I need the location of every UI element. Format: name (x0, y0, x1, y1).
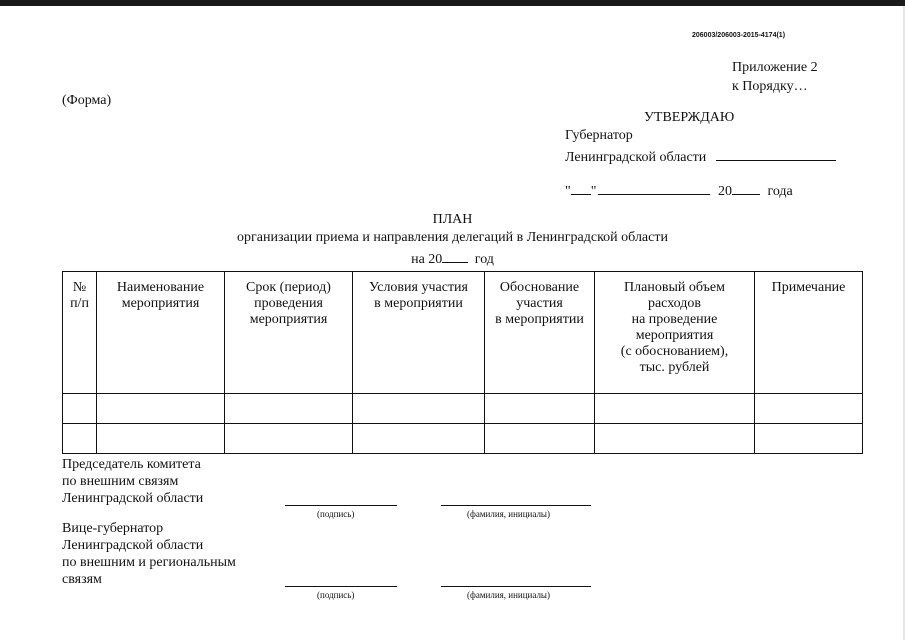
name-line-chairman (441, 505, 591, 506)
signature-title-line: Председатель комитета (62, 457, 201, 472)
header-text: в мероприятии (495, 312, 584, 327)
scan-top-border (0, 0, 905, 6)
signature-title-line: Ленинградской области (62, 538, 204, 553)
name-line-vice-governor (441, 586, 591, 587)
header-text: расходов (647, 296, 702, 311)
date-year-blank (732, 180, 760, 195)
header-number (63, 272, 97, 394)
header-justification (485, 272, 595, 394)
header-text: Срок (период) (246, 280, 331, 295)
table-cell (225, 424, 353, 454)
approve-word: УТВЕРЖДАЮ (644, 110, 735, 125)
header-text: № (72, 280, 87, 295)
date-quote-close: " (590, 184, 597, 199)
approve-position: Губернатор (565, 128, 633, 143)
header-text: мероприятия (121, 296, 200, 311)
plan-year (0, 248, 905, 268)
caption-name: (фамилия, инициалы) (467, 590, 550, 600)
date-month-blank (598, 180, 710, 195)
plan-table (62, 271, 863, 454)
table-cell (755, 394, 863, 424)
header-text: Условия участия (369, 280, 468, 295)
header-period (225, 272, 353, 394)
header-text: Наименование (116, 280, 205, 295)
header-text: мероприятия (635, 328, 714, 343)
plan-year-prefix: на 20 (411, 252, 443, 267)
date-year-word: года (767, 184, 793, 199)
approve-date (565, 180, 793, 200)
header-text: на проведение (631, 312, 718, 327)
header-text: участия (516, 296, 563, 311)
form-label: (Форма) (62, 93, 112, 108)
date-year-prefix: 20 (717, 184, 732, 199)
table-cell (485, 394, 595, 424)
table-cell (595, 394, 755, 424)
approve-signature-line (716, 146, 836, 161)
document-id: 206003/206003-2015-4174(1) (692, 32, 786, 39)
table-cell (485, 424, 595, 454)
approve-region-text: Ленинградской области (565, 150, 707, 165)
table-cell (353, 424, 485, 454)
caption-signature: (подпись) (317, 509, 355, 519)
appendix-line-1: Приложение 2 (732, 60, 818, 75)
table-cell (225, 394, 353, 424)
table-cell (353, 394, 485, 424)
header-text: мероприятия (249, 312, 328, 327)
signature-line-vice-governor (285, 586, 397, 587)
header-text: проведения (254, 296, 323, 311)
header-conditions (353, 272, 485, 394)
plan-title: ПЛАН (432, 212, 473, 227)
table-row (63, 424, 863, 454)
date-day-blank (571, 180, 591, 195)
table-header-row (63, 272, 863, 394)
signature-line-chairman (285, 505, 397, 506)
signature-title-line: по внешним и региональным (62, 555, 236, 570)
table-cell (63, 424, 97, 454)
header-text: Обоснование (499, 280, 580, 295)
date-quote-open: " (565, 184, 571, 199)
signature-title-line: связям (62, 572, 102, 587)
header-text: тыс. рублей (639, 360, 710, 375)
header-text: (с обоснованием), (620, 344, 729, 359)
header-text: Примечание (771, 280, 846, 295)
caption-name: (фамилия, инициалы) (467, 509, 550, 519)
appendix-line-2: к Порядку… (732, 79, 808, 94)
header-planned-costs (595, 272, 755, 394)
caption-signature: (подпись) (317, 590, 355, 600)
table-cell (63, 394, 97, 424)
table-cell (595, 424, 755, 454)
table-cell (97, 424, 225, 454)
signature-block-vice-governor (62, 520, 236, 588)
plan-subtitle: организации приема и направления делегаций в Ленинградской области (237, 230, 668, 245)
table-cell (97, 394, 225, 424)
signature-title-line: Ленинградской области (62, 491, 204, 506)
header-note (755, 272, 863, 394)
header-text: в мероприятии (374, 296, 463, 311)
signature-block-chairman (62, 456, 203, 507)
header-text: п/п (70, 296, 89, 311)
signature-title-line: по внешним связям (62, 474, 179, 489)
approve-region (565, 146, 836, 166)
signature-title-line: Вице-губернатор (62, 521, 164, 536)
table-row (63, 394, 863, 424)
table-cell (755, 424, 863, 454)
plan-year-word: год (474, 252, 494, 267)
plan-year-blank (442, 248, 468, 263)
header-event-name (97, 272, 225, 394)
header-text: Плановый объем (624, 280, 725, 295)
